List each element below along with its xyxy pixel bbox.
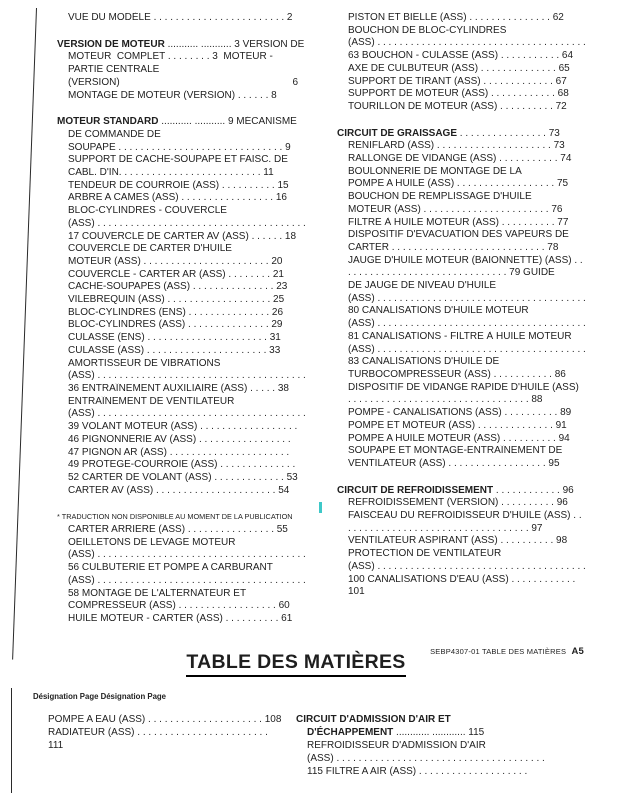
- toc-line: PARTIE CENTRALE: [68, 64, 160, 76]
- toc-line: TOURILLON DE MOTEUR (ASS) . . . . . . . . . . 72: [348, 100, 567, 112]
- toc-line: AXE DE CULBUTEUR (ASS) . . . . . . . . . . . . . . 65: [348, 62, 570, 74]
- toc-line: 49 PROTEGE-COURROIE (ASS) . . . . . . . . . . . . . .: [68, 459, 296, 471]
- toc-line: 83 CANALISATIONS D'HUILE DE: [348, 356, 500, 368]
- toc-line: BOUCHON DE REMPLISSAGE D'HUILE: [348, 191, 532, 203]
- toc-line: SOUPAPE ET MONTAGE-ENTRAÎNEMENT DE: [348, 445, 563, 457]
- toc-line: DE JAUGE DE NIVEAU D'HUILE: [348, 280, 497, 292]
- toc-line: (ASS) . . . . . . . . . . . . . . . . . . . . . . . . . . . . . . . . . . . . . .: [68, 574, 306, 586]
- toc-line: CIRCUIT DE REFROIDISSEMENT . . . . . . . . . . . . 96: [337, 484, 574, 496]
- toc-line: JAUGE D'HUILE MOTEUR (BAIONNETTE) (ASS) . .: [348, 254, 583, 266]
- toc-column-top-left: [57, 12, 311, 626]
- toc-line: ENTRAÎNEMENT DE VENTILATEUR: [68, 395, 235, 407]
- toc-line: RALLONGE DE VIDANGE (ASS) . . . . . . . . . . . 74: [348, 153, 572, 165]
- page-title-text: TABLE DES MATIÈRES: [186, 651, 405, 677]
- toc-line: MONTAGE DE MOTEUR (VERSION) . . . . . . 8: [68, 89, 277, 101]
- toc-line: 115 FILTRE A AIR (ASS) . . . . . . . . . . . . . . . . . . . .: [307, 766, 528, 777]
- toc-line: 46 PIGNONNERIE AV (ASS) . . . . . . . . . . . . . . . . .: [68, 433, 291, 445]
- toc-line: VUE DU MODÈLE . . . . . . . . . . . . . . . . . . . . . . . . 2: [68, 12, 293, 23]
- toc-line: (ASS) . . . . . . . . . . . . . . . . . . . . . . . . . . . . . . . . . . . . . .: [348, 318, 586, 330]
- page-border-line-bottom: [11, 688, 12, 793]
- toc-line: BLOC-CYLINDRES - COUVERCLE: [68, 205, 227, 217]
- toc-line: COUVERCLE - CARTER AR (ASS) . . . . . . . . 21: [68, 268, 284, 280]
- toc-line: 36 ENTRAÎNEMENT AUXILIAIRE (ASS) . . . . . 38: [68, 382, 289, 394]
- toc-line: REFROIDISSEUR D'ADMISSION D'AIR: [307, 740, 486, 751]
- toc-line: FILTRE À HUILE MOTEUR (ASS) . . . . . . . . . . 77: [348, 216, 569, 228]
- toc-line: 56 CULBUTERIE ET POMPE A CARBURANT: [68, 562, 273, 574]
- toc-line: VILEBREQUIN (ASS) . . . . . . . . . . . . . . . . . . . 25: [68, 294, 285, 306]
- toc-line: (ASS) . . . . . . . . . . . . . . . . . . . . . . . . . . . . . . . . . . . . . .: [348, 343, 586, 355]
- toc-line: BOULONNERIE DE MONTAGE DE LA: [348, 165, 522, 177]
- toc-line: DISPOSITIF D'EVACUATION DES VAPEURS DE: [348, 229, 569, 241]
- toc-line: 17 COUVERCLE DE CARTER AV (ASS) . . . . . . 18: [68, 230, 297, 242]
- toc-line: 63 BOUCHON - CULASSE (ASS) . . . . . . . . . . . 64: [348, 50, 574, 62]
- toc-line: DE COMMANDE DE: [68, 128, 161, 140]
- toc-line: BLOC-CYLINDRES (ENS) . . . . . . . . . . . . . . . 26: [68, 306, 284, 318]
- toc-line: 100 CANALISATIONS D'EAU (ASS) . . . . . . . . . . . .: [348, 573, 576, 585]
- footer-ref-text: SEBP4307-01 TABLE DES MATIÈRES: [430, 647, 567, 656]
- toc-line: BOUCHON DE BLOC-CYLINDRES: [348, 24, 507, 36]
- toc-line: MOTEUR STANDARD ........... ........... 9 MÉCANISME: [57, 116, 297, 128]
- toc-line: MOTEUR (ASS) . . . . . . . . . . . . . . . . . . . . . . . 20: [68, 255, 283, 267]
- toc-line: 47 PIGNON AR (ASS) . . . . . . . . . . . . . . . . . . . . . .: [68, 446, 290, 458]
- toc-line: VENTILATEUR (ASS) . . . . . . . . . . . . . . . . . . 95: [348, 457, 560, 469]
- toc-line: (ASS) . . . . . . . . . . . . . . . . . . . . . . . . . . . . . . . . . . . . . .: [68, 549, 306, 561]
- toc-line: AMORTISSEUR DE VIBRATIONS: [68, 357, 221, 369]
- toc-line: SUPPORT DE TIRANT (ASS) . . . . . . . . . . . . . 67: [348, 75, 567, 87]
- toc-line: CARTER ARRIERE (ASS) . . . . . . . . . . . . . . . . 55: [68, 524, 288, 536]
- toc-line: ARBRE A CAMES (ASS) . . . . . . . . . . . . . . . . . 16: [68, 192, 287, 204]
- toc-line: CABL. D'IN. . . . . . . . . . . . . . . . . . . . . . . . . . 11: [68, 167, 274, 179]
- toc-line: MOTEUR COMPLET . . . . . . . . 3 MOTEUR -: [68, 51, 273, 63]
- toc-line: POMPE ET MOTEUR (ASS) . . . . . . . . . . . . . . 91: [348, 419, 567, 431]
- toc-line: COMPRESSEUR (ASS) . . . . . . . . . . . . . . . . . . 60: [68, 600, 290, 612]
- toc-line: BLOC-CYLINDRES (ASS) . . . . . . . . . . . . . . . 29: [68, 319, 283, 331]
- toc-line: PISTON ET BIELLE (ASS) . . . . . . . . . . . . . . . 62: [348, 12, 564, 23]
- toc-line: (ASS) . . . . . . . . . . . . . . . . . . . . . . . . . . . . . . . . . . . . . .: [68, 217, 306, 229]
- toc-line: (ASS) . . . . . . . . . . . . . . . . . . . . . . . . . . . . . . . . . . . . . .: [68, 370, 306, 382]
- toc-line: OEILLETONS DE LEVAGE MOTEUR: [68, 536, 236, 548]
- toc-line: CIRCUIT DE GRAISSAGE . . . . . . . . . . . . . . . . 73: [337, 127, 560, 139]
- toc-line: TURBOCOMPRESSEUR (ASS) . . . . . . . . . . . 86: [348, 368, 566, 380]
- toc-line: POMPE - CANALISATIONS (ASS) . . . . . . . . . . 89: [348, 407, 572, 419]
- toc-line: (ASS) . . . . . . . . . . . . . . . . . . . . . . . . . . . . . . . . . . . . . .: [348, 560, 586, 572]
- toc-line: REFROIDISSEMENT (VERSION) . . . . . . . . . . 96: [348, 497, 568, 509]
- toc-line: CARTER . . . . . . . . . . . . . . . . . . . . . . . . . . . . 78: [348, 241, 559, 253]
- toc-line: COUVERCLE DE CARTER D'HUILE: [68, 243, 232, 255]
- toc-line: (VERSION) 6: [68, 76, 298, 88]
- toc-line: CIRCUIT D'ADMISSION D'AIR ET: [296, 714, 451, 725]
- toc-line: HUILE MOTEUR - CARTER (ASS) . . . . . . . . . . 61: [68, 612, 293, 624]
- toc-bottom-section: [48, 713, 601, 778]
- toc-line: DISPOSITIF DE VIDANGE RAPIDE D'HUILE (ASS): [348, 381, 579, 393]
- toc-line: POMPE A HUILE (ASS) . . . . . . . . . . . . . . . . . . 75: [348, 178, 569, 190]
- toc-line: 58 MONTAGE DE L'ALTERNATEUR ET: [68, 587, 247, 599]
- toc-line: TENDEUR DE COURROIE (ASS) . . . . . . . . . . 15: [68, 179, 289, 191]
- toc-line: VENTILATEUR ASPIRANT (ASS) . . . . . . . . . . 98: [348, 535, 568, 547]
- toc-line: 101: [348, 586, 365, 598]
- toc-column-top-right: [337, 12, 594, 626]
- toc-line: * TRADUCTION NON DISPONIBLE AU MOMENT DE LA PUBLICATION: [57, 512, 293, 522]
- toc-line: MOTEUR (ASS) . . . . . . . . . . . . . . . . . . . . . . . 76: [348, 203, 563, 215]
- toc-line: SOUPAPE . . . . . . . . . . . . . . . . . . . . . . . . . . . . . . 9: [68, 141, 291, 153]
- toc-line: . . . . . . . . . . . . . . . . . . . . . . . . . . . . . . . . . 97: [348, 522, 543, 534]
- toc-line: RENIFLARD (ASS) . . . . . . . . . . . . . . . . . . . . . 73: [348, 140, 565, 152]
- toc-top-section: [57, 12, 594, 626]
- toc-column-bottom-left: [48, 713, 283, 778]
- toc-line: D'ÉCHAPPEMENT ............ ............ 115: [307, 727, 485, 738]
- page-title: [0, 651, 592, 677]
- toc-line: 80 CANALISATIONS D'HUILE MOTEUR: [348, 305, 529, 317]
- toc-line: 39 VOLANT MOTEUR (ASS) . . . . . . . . . . . . . . . . . .: [68, 421, 298, 433]
- toc-line: SUPPORT DE MOTEUR (ASS) . . . . . . . . . . . . 68: [348, 88, 569, 100]
- toc-line: POMPE A EAU (ASS) . . . . . . . . . . . . . . . . . . . . . 108: [48, 714, 282, 725]
- toc-line: 81 CANALISATIONS - FILTRE À HUILE MOTEUR: [348, 330, 572, 342]
- toc-line: 111: [48, 740, 64, 751]
- footer-page-code: A5: [571, 646, 584, 657]
- toc-line: (ASS) . . . . . . . . . . . . . . . . . . . . . . . . . . . . . . . . . . . . . .: [68, 408, 306, 420]
- toc-line: SUPPORT DE CACHE-SOUPAPE ET FAISC. DE: [68, 154, 288, 166]
- toc-line: (ASS) . . . . . . . . . . . . . . . . . . . . . . . . . . . . . . . . . . . . . .: [307, 753, 545, 764]
- toc-line: CACHE-SOUPAPES (ASS) . . . . . . . . . . . . . . . 23: [68, 281, 288, 293]
- toc-line: PROTECTION DE VENTILATEUR: [348, 548, 502, 560]
- toc-line: (ASS) . . . . . . . . . . . . . . . . . . . . . . . . . . . . . . . . . . . . . .: [348, 37, 586, 49]
- designation-page-header: Désignation Page Désignation Page: [33, 692, 167, 701]
- toc-line: RADIATEUR (ASS) . . . . . . . . . . . . . . . . . . . . . . . .: [48, 727, 268, 738]
- toc-line: POMPE A HUILE MOTEUR (ASS) . . . . . . . . . . 94: [348, 432, 570, 444]
- toc-line: FAISCEAU DU REFROIDISSEUR D'HUILE (ASS) . .: [348, 510, 582, 522]
- toc-line: VERSION DE MOTEUR ........... ........... 3 VERSION DE: [57, 38, 305, 50]
- toc-line: CARTER AV (ASS) . . . . . . . . . . . . . . . . . . . . . . 54: [68, 484, 290, 496]
- toc-line: 52 CARTER DE VOLANT (ASS) . . . . . . . . . . . . . 53: [68, 471, 298, 483]
- toc-column-bottom-right: [296, 713, 601, 778]
- page-border-line-top: [12, 8, 37, 660]
- toc-line: (ASS) . . . . . . . . . . . . . . . . . . . . . . . . . . . . . . . . . . . . . .: [348, 292, 586, 304]
- toc-line: CULASSE (ASS) . . . . . . . . . . . . . . . . . . . . . . 33: [68, 344, 281, 356]
- toc-line: CULASSE (ENS) . . . . . . . . . . . . . . . . . . . . . . 31: [68, 332, 281, 344]
- toc-line: . . . . . . . . . . . . . . . . . . . . . . . . . . . . . 79 GUIDE: [348, 267, 555, 279]
- toc-line: . . . . . . . . . . . . . . . . . . . . . . . . . . . . . . . . . 88: [348, 394, 543, 406]
